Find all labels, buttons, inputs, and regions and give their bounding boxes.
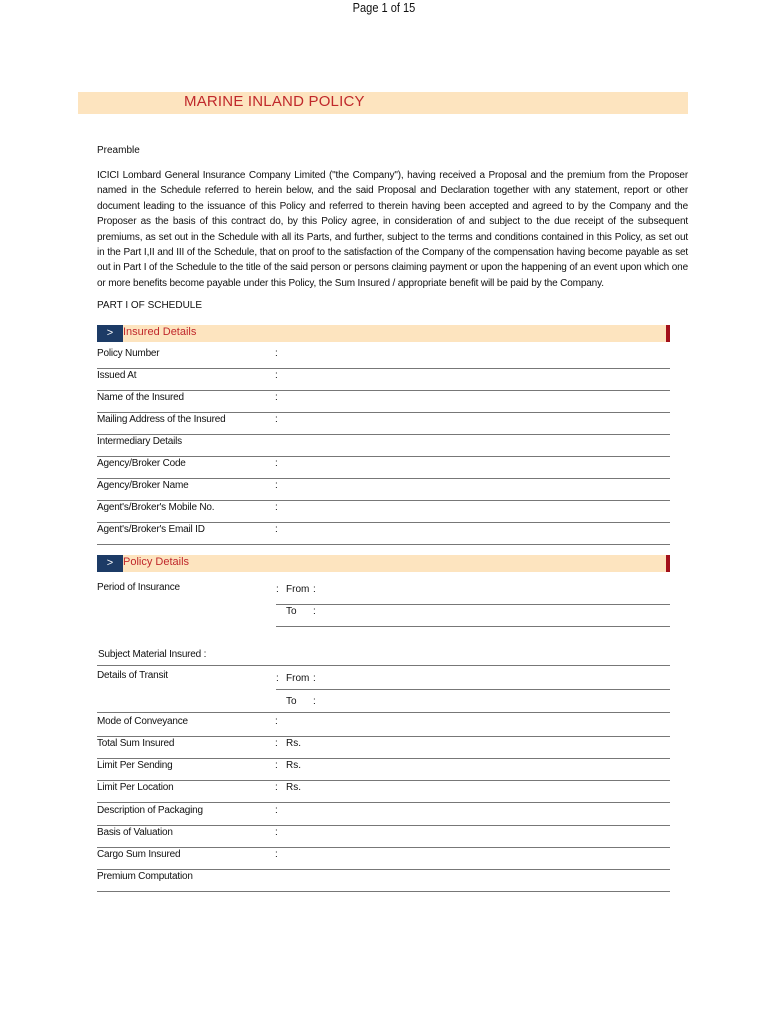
field-colon: :: [275, 392, 278, 403]
row-cargo-sum-insured: [97, 847, 670, 870]
field-label: Premium Computation: [97, 871, 193, 882]
field-label: Agent's/Broker's Mobile No.: [97, 502, 215, 513]
details-of-transit-label: Details of Transit: [97, 670, 168, 681]
title-bar: [78, 92, 688, 114]
row-intermediary-details: [97, 434, 670, 457]
section-label: Policy Details: [123, 556, 190, 568]
currency-label: Rs.: [286, 760, 301, 771]
field-colon: :: [276, 584, 279, 595]
chevron-right-icon: >: [97, 325, 123, 342]
transit-from-line: [276, 667, 670, 690]
field-colon: :: [275, 524, 278, 535]
field-label: Issued At: [97, 370, 137, 381]
field-label: Agency/Broker Name: [97, 480, 189, 491]
field-colon: :: [313, 696, 316, 707]
field-colon: :: [275, 738, 278, 749]
field-colon: :: [275, 760, 278, 771]
field-colon: :: [275, 348, 278, 359]
preamble-text: ICICI Lombard General Insurance Company Limited ("the Company"), having received a Proposal and the premium from the Proposer named in the Schedule referred to herein below, and the said Proposal and Declaration together with any statement, report or other document leading to the issuance of this Policy and referred to therein having been accepted and agreed to by the Company and the Proposer as the basis of this contract do, by this Policy agree, in consideration of and subject to the due receipt of the subsequent premiums, as set out in the Schedule with all its Parts, and further, subject to the terms and conditions contained in this Policy, as set out in the Part I,II and III of the Schedule, that on proof to the satisfaction of the Company of the compensation having become payable as set out in Part I of the Schedule to the title of the said person or persons claiming payment or upon the happening of an event upon which one or more benefits become payable under this Policy, the Sum Insured / appropriate benefit will be paid by the Company.: [97, 170, 688, 289]
field-label: Cargo Sum Insured: [97, 849, 181, 860]
subject-material-label: Subject Material Insured :: [98, 649, 207, 660]
field-label: Limit Per Location: [97, 782, 174, 793]
from-label: From: [286, 584, 310, 595]
chevron-right-icon: >: [97, 555, 123, 572]
field-colon: :: [275, 827, 278, 838]
row-mode-of-conveyance: [97, 714, 670, 737]
period-from-line: [276, 582, 670, 605]
page-number: Page 1 of 15: [352, 0, 416, 15]
part-heading: PART I OF SCHEDULE: [97, 300, 203, 311]
field-colon: :: [275, 370, 278, 381]
field-label: Agent's/Broker's Email ID: [97, 524, 205, 535]
row-basis-of-valuation: [97, 825, 670, 848]
row-agent-mobile: [97, 500, 670, 523]
row-description-of-packaging: [97, 803, 670, 826]
row-issued-at: [97, 368, 670, 391]
field-colon: :: [276, 673, 279, 684]
field-colon: :: [275, 849, 278, 860]
field-colon: :: [313, 673, 316, 684]
row-limit-per-location: [97, 780, 670, 803]
field-label: Agency/Broker Code: [97, 458, 186, 469]
row-policy-number: [97, 346, 670, 369]
from-label: From: [286, 673, 310, 684]
field-label: Total Sum Insured: [97, 738, 175, 749]
field-label: Mailing Address of the Insured: [97, 414, 226, 425]
field-colon: :: [275, 782, 278, 793]
field-label: Limit Per Sending: [97, 760, 173, 771]
section-label: Insured Details: [123, 326, 197, 338]
row-agent-email: [97, 522, 670, 545]
page-title: MARINE INLAND POLICY: [184, 93, 365, 110]
transit-to-line: [276, 691, 670, 713]
field-colon: :: [313, 606, 316, 617]
currency-label: Rs.: [286, 738, 301, 749]
field-label: Name of the Insured: [97, 392, 184, 403]
field-label: Policy Number: [97, 348, 160, 359]
field-colon: :: [275, 805, 278, 816]
field-colon: :: [275, 716, 278, 727]
field-label: Description of Packaging: [97, 805, 203, 816]
row-total-sum-insured: [97, 736, 670, 759]
row-agency-code: [97, 456, 670, 479]
field-colon: :: [275, 458, 278, 469]
section-marker: [666, 555, 670, 572]
row-limit-per-sending: [97, 758, 670, 781]
insured-details-header: [97, 325, 670, 342]
section-marker: [666, 325, 670, 342]
divider: [97, 665, 670, 666]
row-insured-name: [97, 390, 670, 413]
field-colon: :: [275, 502, 278, 513]
row-agency-name: [97, 478, 670, 501]
policy-details-header: [97, 555, 670, 572]
row-premium-computation: [97, 869, 670, 892]
preamble-heading: Preamble: [97, 145, 140, 156]
field-colon: :: [275, 414, 278, 425]
row-mailing-address: [97, 412, 670, 435]
currency-label: Rs.: [286, 782, 301, 793]
field-label: Basis of Valuation: [97, 827, 173, 838]
field-label: Intermediary Details: [97, 436, 182, 447]
to-label: To: [286, 696, 297, 707]
field-label: Mode of Conveyance: [97, 716, 188, 727]
field-colon: :: [313, 584, 316, 595]
divider: [97, 712, 670, 713]
period-of-insurance-label: Period of Insurance: [97, 582, 180, 593]
period-to-line: [276, 604, 670, 627]
field-colon: :: [275, 480, 278, 491]
to-label: To: [286, 606, 297, 617]
